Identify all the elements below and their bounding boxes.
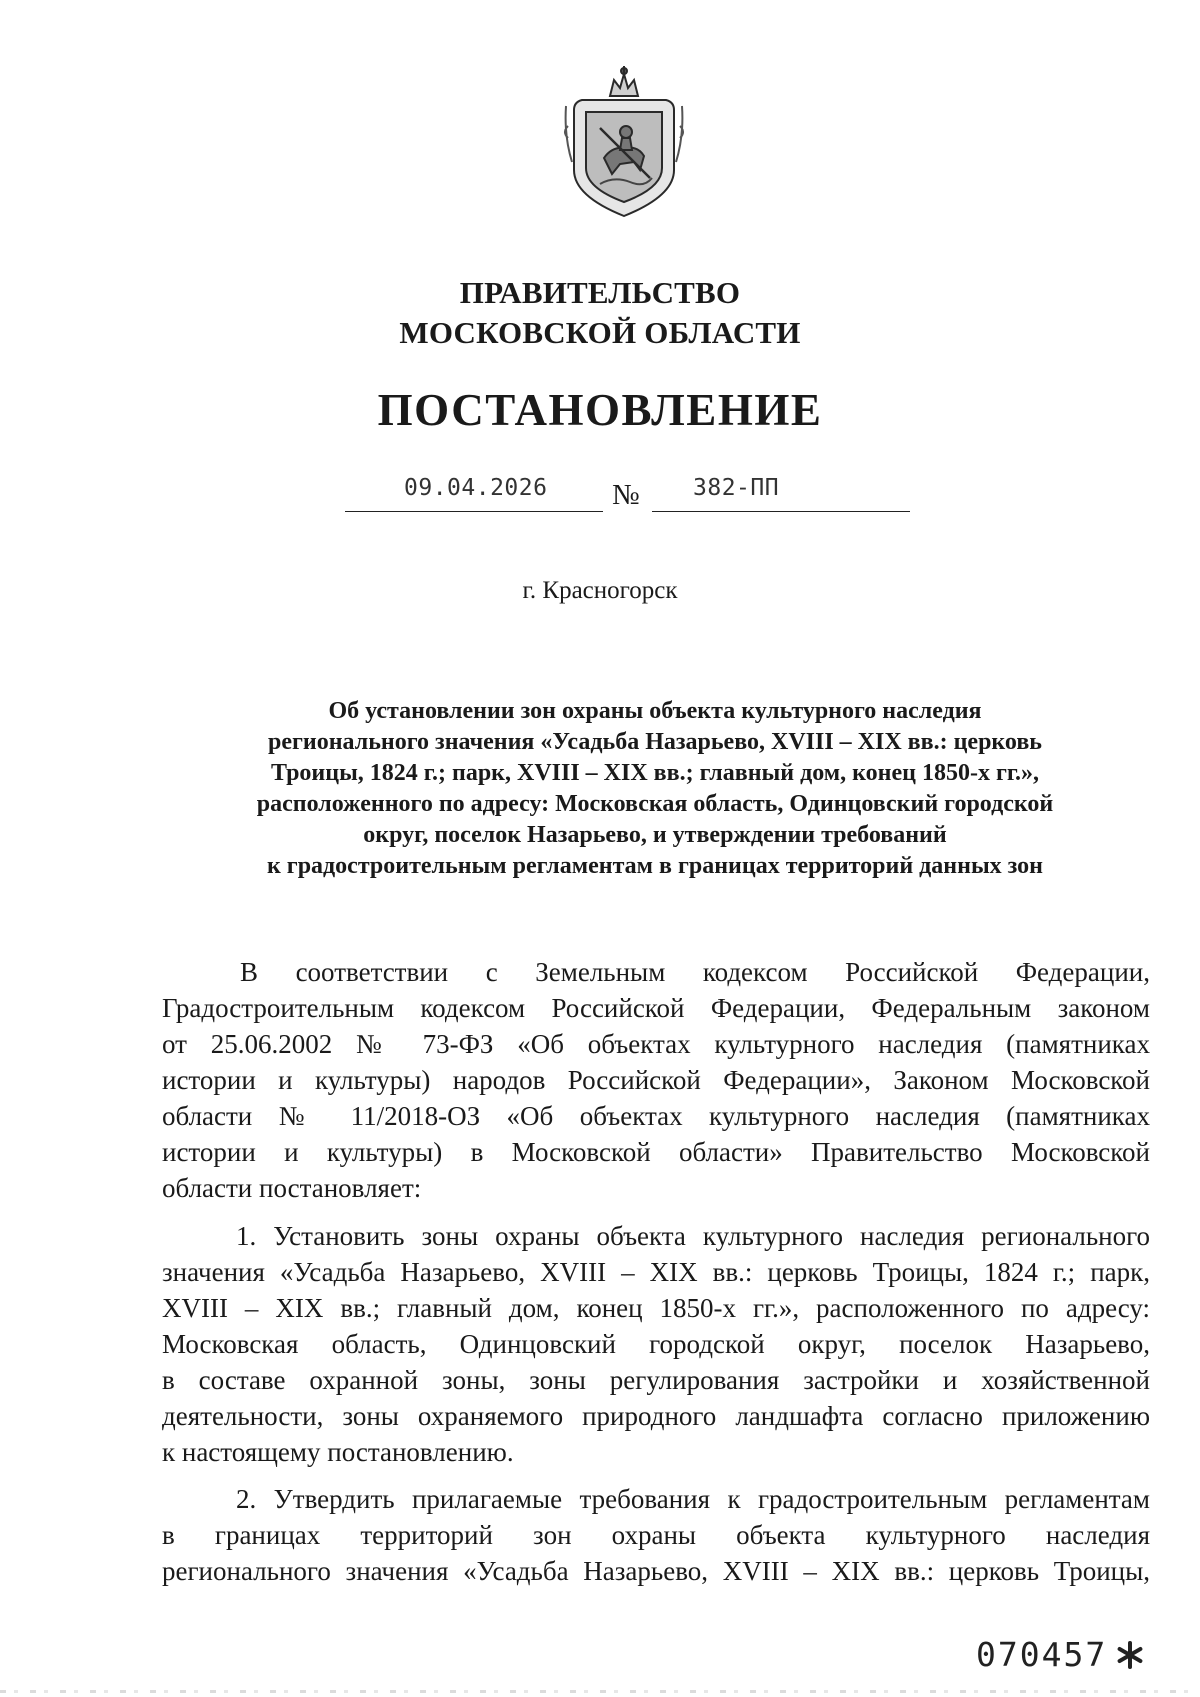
number-sign: №	[612, 479, 640, 511]
organization-name-line2: МОСКОВСКОЙ ОБЛАСТИ	[399, 315, 801, 350]
body-line: в составе охранной зоны, зоны регулирования застройки и хозяйственной	[162, 1365, 1150, 1395]
number-field-line	[652, 511, 910, 512]
scan-edge-artifact	[0, 1690, 1200, 1693]
document-type: ПОСТАНОВЛЕНИЕ	[377, 385, 823, 435]
document-number: 382-ПП	[693, 475, 780, 501]
asterisk-icon	[1115, 1640, 1145, 1670]
title-line: округ, поселок Назарьево, и утверждении требований	[363, 822, 947, 848]
body-line: истории и культуры) в Московской области» Правительство Московской	[162, 1137, 1150, 1167]
body-line: значения «Усадьба Назарьево, XVIII – XIX вв.: церковь Троицы, 1824 г.; парк,	[162, 1257, 1150, 1287]
title-line: расположенного по адресу: Московская область, Одинцовский городской	[256, 791, 1054, 817]
body-line: 1. Установить зоны охраны объекта культурного наследия регионального	[236, 1221, 1150, 1251]
form-serial-number: 070457	[976, 1635, 1108, 1674]
date-field-line	[345, 511, 603, 512]
body-line: в границах территорий зон охраны объекта культурного наследия	[162, 1520, 1150, 1550]
organization-name-line1: ПРАВИТЕЛЬСТВО	[459, 275, 741, 310]
body-line: Градостроительным кодексом Российской Федерации, Федеральным законом	[162, 993, 1150, 1023]
body-line: к настоящему постановлению.	[162, 1437, 514, 1467]
body-line: регионального значения «Усадьба Назарьево, XVIII – XIX вв.: церковь Троицы,	[162, 1556, 1150, 1586]
city: г. Красногорск	[522, 577, 678, 604]
body-line: области № 11/2018-ОЗ «Об объектах культурного наследия (памятниках	[162, 1101, 1150, 1131]
body-line: Московская область, Одинцовский городской округ, поселок Назарьево,	[162, 1329, 1150, 1359]
body-line: В соответствии с Земельным кодексом Российской Федерации,	[240, 957, 1150, 987]
body-line: истории и культуры) народов Российской Федерации», Законом Московской	[162, 1065, 1150, 1095]
title-line: к градостроительным регламентам в границах территорий данных зон	[266, 853, 1044, 879]
body-line: 2. Утвердить прилагаемые требования к градостроительным регламентам	[236, 1484, 1150, 1514]
body-line: XVIII – XIX вв.; главный дом, конец 1850-х гг.», расположенного по адресу:	[162, 1293, 1150, 1323]
title-line: Троицы, 1824 г.; парк, XVIII – XIX вв.; главный дом, конец 1850-х гг.»,	[270, 760, 1040, 786]
document-date: 09.04.2026	[404, 475, 548, 501]
body-line: области постановляет:	[162, 1173, 422, 1203]
coat-of-arms-icon	[560, 66, 688, 218]
body-line: деятельности, зоны охраняемого природного ландшафта согласно приложению	[162, 1401, 1150, 1431]
title-line: регионального значения «Усадьба Назарьево, XVIII – XIX вв.: церковь	[268, 729, 1042, 755]
body-line: от 25.06.2002 № 73-ФЗ «Об объектах культурного наследия (памятниках	[162, 1029, 1150, 1059]
title-line: Об установлении зон охраны объекта культурного наследия	[328, 698, 982, 724]
